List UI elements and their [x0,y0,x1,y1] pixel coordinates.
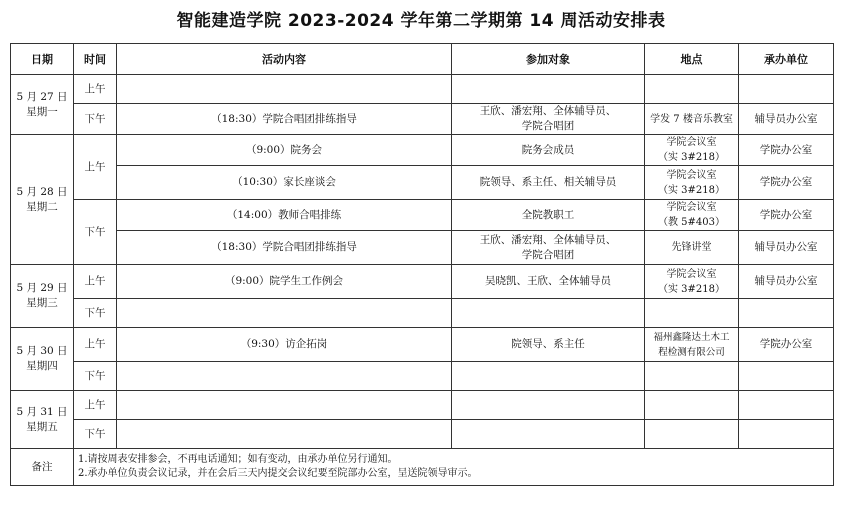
location-cell [645,166,739,200]
participants-cell [452,231,645,265]
header-organizer: 承办单位 [739,44,834,75]
date-cell [11,75,74,135]
date-cell [11,265,74,328]
content-cell [117,362,452,391]
content-cell: （10:30）家长座谈会 [117,166,452,200]
table-row [11,166,834,200]
participants-cell: 院务会成员 [452,135,645,166]
participants-line: 王欣、潘宏翔、全体辅导员、 [479,105,617,117]
organizer-cell: 学院办公室 [739,166,834,200]
period-cell: 下午 [74,362,117,391]
participants-cell [452,362,645,391]
table-row [11,200,834,231]
location-cell [645,265,739,299]
content-cell: （9:00）院务会 [117,135,452,166]
table-row [11,104,834,135]
period-cell: 上午 [74,75,117,104]
location-cell: 学发 7 楼音乐教室 [645,104,739,135]
participants-line: 王欣、潘宏翔、全体辅导员、 [479,233,617,246]
location-line: 学院会议室 [666,137,717,148]
period-cell: 下午 [74,104,117,135]
remarks-label: 备注 [11,449,74,486]
location-line: 程检测有限公司 [658,346,725,358]
organizer-cell: 学院办公室 [739,135,834,166]
location-cell [645,75,739,104]
participants-cell [452,299,645,328]
period-cell: 下午 [74,299,117,328]
content-cell: （9:00）院学生工作例会 [117,265,452,299]
date-cell [11,135,74,265]
table-row [11,420,834,449]
participants-cell [452,391,645,420]
weekday-text: 星期四 [26,360,58,372]
location-cell: 先锋讲堂 [645,231,739,265]
location-cell [645,200,739,231]
header-content: 活动内容 [117,44,452,75]
table-row [11,265,834,299]
organizer-cell: 辅导员办公室 [739,104,834,135]
content-cell [117,75,452,104]
remarks-row [11,449,834,486]
table-row [11,362,834,391]
table-row [11,135,834,166]
table-row [11,75,834,104]
date-text: 5 月 31 日 [16,405,68,418]
date-text: 5 月 28 日 [16,185,68,198]
location-cell [645,420,739,449]
location-line: 福州鑫隆达土木工 [653,331,730,343]
header-row [11,44,834,75]
period-cell: 下午 [74,420,117,449]
content-cell: （14:00）教师合唱排练 [117,200,452,231]
location-line: （实 3#218） [657,152,725,163]
organizer-cell [739,420,834,449]
location-line: （实 3#218） [657,184,725,196]
organizer-cell [739,362,834,391]
content-cell [117,420,452,449]
schedule-table [10,43,834,486]
organizer-cell: 辅导员办公室 [739,231,834,265]
location-line: 学院会议室 [666,268,717,280]
remarks-cell [74,449,834,486]
location-line: （实 3#218） [657,283,725,295]
content-cell: （18:30）学院合唱团排练指导 [117,104,452,135]
location-cell [645,299,739,328]
location-line: 学院会议室 [666,169,717,181]
organizer-cell: 辅导员办公室 [739,265,834,299]
location-cell [645,135,739,166]
participants-cell: 吴晓凯、王欣、全体辅导员 [452,265,645,299]
header-time: 时间 [74,44,117,75]
table-row [11,299,834,328]
period-cell: 上午 [74,135,117,200]
content-cell: （18:30）学院合唱团排练指导 [117,231,452,265]
content-cell [117,391,452,420]
content-cell: （9:30）访企拓岗 [117,328,452,362]
content-cell [117,299,452,328]
period-cell: 上午 [74,328,117,362]
participants-cell: 院领导、系主任、相关辅导员 [452,166,645,200]
location-line: （教 5#403） [657,217,725,228]
location-cell [645,362,739,391]
period-cell: 上午 [74,391,117,420]
period-cell: 上午 [74,265,117,299]
period-cell: 下午 [74,200,117,265]
participants-cell [452,420,645,449]
header-location: 地点 [645,44,739,75]
date-cell [11,391,74,449]
organizer-cell [739,391,834,420]
table-row [11,231,834,265]
location-cell [645,328,739,362]
participants-cell [452,75,645,104]
participants-cell [452,104,645,135]
remark-line-1: 1.请按周表安排参会，不再电话通知；如有变动，由承办单位另行通知。 [78,454,398,465]
organizer-cell [739,75,834,104]
header-participants: 参加对象 [452,44,645,75]
participants-cell: 全院教职工 [452,200,645,231]
organizer-cell: 学院办公室 [739,200,834,231]
weekday-text: 星期五 [26,420,58,433]
date-text: 5 月 30 日 [16,345,68,357]
organizer-cell [739,299,834,328]
date-text: 5 月 29 日 [16,282,68,294]
weekday-text: 星期二 [26,200,58,213]
weekday-text: 星期三 [26,297,58,309]
table-row [11,328,834,362]
date-cell [11,328,74,391]
weekday-text: 星期一 [26,105,58,118]
page-title: 智能建造学院 2023-2024 学年第二学期第 14 周活动安排表 [176,11,666,31]
date-text: 5 月 27 日 [16,90,68,103]
header-date: 日期 [11,44,74,75]
participants-cell: 院领导、系主任 [452,328,645,362]
location-cell [645,391,739,420]
remark-line-2: 2.承办单位负责会议记录，并在会后三天内提交会议纪要至院部办公室，呈送院领导审示。 [78,468,478,479]
participants-line: 学院合唱团 [521,120,575,132]
location-line: 学院会议室 [666,202,717,213]
organizer-cell: 学院办公室 [739,328,834,362]
table-row [11,391,834,420]
participants-line: 学院合唱团 [521,248,575,261]
